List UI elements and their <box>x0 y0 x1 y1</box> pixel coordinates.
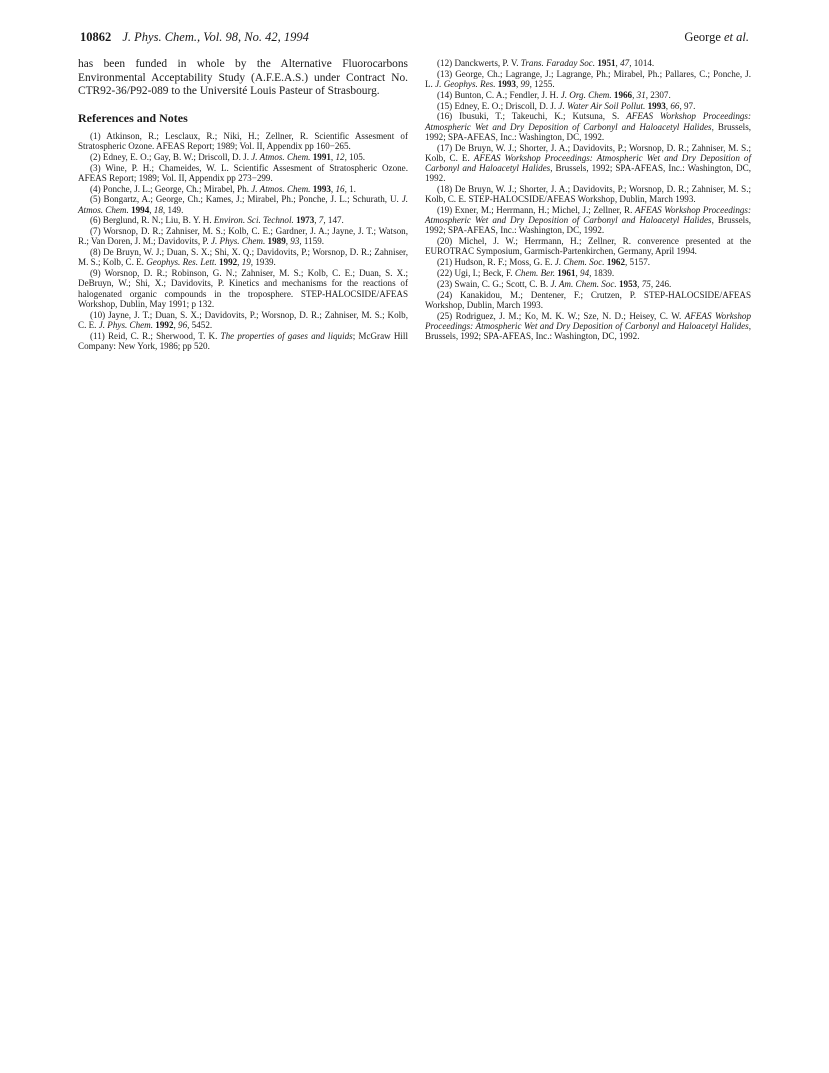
reference-text: , <box>149 204 154 215</box>
reference-text: 75, <box>641 278 654 289</box>
reference-text: , <box>632 89 637 100</box>
reference-number: (8) <box>90 247 101 258</box>
reference-text: , <box>330 151 336 162</box>
reference-text: , <box>237 257 242 268</box>
reference-item <box>425 257 751 267</box>
reference-text: , <box>665 100 671 111</box>
reference-text: 1993 <box>497 79 516 89</box>
reference-text: 1962 <box>606 257 625 268</box>
reference-text: Rodriguez, J. M.; Ko, M. K. W.; Sze, N. D.; Heisey, C. W. <box>455 310 685 321</box>
reference-text: 1939. <box>253 257 276 268</box>
reference-text: Berglund, R. N.; Liu, B. Y. H. <box>102 215 214 226</box>
reference-text: Jayne, J. T.; Duan, S. X.; Davidovits, P.; Worsnop, D. R.; Zahniser, M. S.; Kolb, C. E. <box>78 309 408 330</box>
reference-item <box>78 131 408 151</box>
reference-item <box>78 247 408 267</box>
reference-text: De Bruyn, W. J.; Shorter, J. A.; Davidovits, P.; Worsnop, D. R.; Zahniser, M. S.; Kolb, C. E. STEP-HALOCSIDE/AFEAS Workshop, Dublin, March 1993. <box>425 184 751 205</box>
reference-number: (14) <box>437 89 453 100</box>
reference-number: (1) <box>90 130 101 141</box>
reference-text: Atkinson, R.; Lesclaux, R.; Niki, H.; Zellner, R. Scientific Assesment of Stratospheric Ozone. AFEAS Report; 1989; Vol. II, Appendix pp 160−265. <box>78 130 408 151</box>
reference-number: (13) <box>437 68 453 79</box>
reference-text: 66, <box>670 100 682 111</box>
reference-number: (19) <box>437 205 453 215</box>
reference-text: 1014. <box>631 58 655 68</box>
reference-number: (2) <box>90 151 101 162</box>
reference-text: Wine, P. H.; Chameides, W. L. Scientific Assesment of Stratospheric Ozone. AFEAS Report; 1989; Vol. II, Appendix pp 273−299. <box>78 162 408 183</box>
et-al: et al. <box>724 30 749 44</box>
reference-text: 1993 <box>647 100 666 111</box>
reference-text: 31, <box>636 89 649 100</box>
reference-text: Edney, E. O.; Gay, B. W.; Driscoll, D. J. <box>102 151 252 162</box>
reference-text: J. Am. Chem. Soc. <box>550 278 617 289</box>
reference-text: 1989 <box>267 236 286 247</box>
reference-number: (15) <box>437 100 453 111</box>
reference-number: (16) <box>437 111 453 122</box>
reference-item <box>425 205 751 236</box>
reference-text: 16, <box>335 183 347 194</box>
left-column <box>78 58 408 352</box>
reference-text: De Bruyn, W. J.; Shorter, J. A.; Davidovits, P.; Worsnop, D. R.; Zahniser, M. S.; Kolb, C. E. <box>425 142 751 163</box>
reference-text: 2307. <box>648 89 671 100</box>
reference-text: J. Org. Chem. <box>560 89 612 100</box>
author-name: George <box>684 30 721 44</box>
reference-text: 94, <box>580 268 592 278</box>
journal-citation: J. Phys. Chem., Vol. 98, No. 42, 1994 <box>122 30 309 44</box>
reference-item <box>425 184 751 204</box>
reference-list-right <box>425 58 751 341</box>
reference-number: (9) <box>90 268 101 279</box>
reference-text: Ponche, J. L.; George, Ch.; Mirabel, Ph. <box>102 183 252 194</box>
reference-text: 1951 <box>597 58 616 68</box>
reference-text: 149. <box>165 204 184 215</box>
reference-text: J. Geophys. Res. <box>435 79 496 89</box>
reference-text: Danckwerts, P. V. <box>454 58 521 68</box>
reference-text: Environ. Sci. Technol. <box>213 215 294 226</box>
reference-text: 93, <box>290 236 302 247</box>
reference-item <box>78 152 408 162</box>
reference-number: (11) <box>90 330 105 341</box>
reference-text: Trans. Faraday Soc. <box>520 58 596 68</box>
reference-number: (7) <box>90 226 101 237</box>
running-authors <box>684 30 749 45</box>
reference-item <box>425 90 751 100</box>
reference-text: AFEAS Workshop Proceedings: Atmospheric Wet and Dry Deposition of Carbonyl and Haloacetyl Halides <box>425 111 751 132</box>
reference-text: , <box>173 319 179 330</box>
reference-text: , Brussels, 1992; SPA-AFEAS, Inc.: Washington, DC, 1992. <box>425 163 751 184</box>
reference-text: , <box>615 58 621 68</box>
reference-item <box>78 194 408 214</box>
reference-text: 1. <box>346 183 356 194</box>
reference-text: Exner, M.; Herrmann, H.; Michel, J.; Zellner, R. <box>454 205 635 215</box>
reference-text: , <box>575 268 581 278</box>
reference-number: (3) <box>90 162 101 173</box>
reference-number: (21) <box>437 257 453 268</box>
reference-text: , <box>637 278 642 289</box>
reference-text: 1973 <box>296 215 315 226</box>
reference-text: 1992 <box>155 319 174 330</box>
reference-text: J. Phys. Chem. <box>98 319 154 330</box>
reference-number: (4) <box>90 183 101 194</box>
reference-text: Worsnop, D. R.; Robinson, G. N.; Zahniser, M. S.; Kolb, C. E.; Duan, S. X.; DeBruyn, W.; Shi, X.; Davidovits, P. Kinetics and mechanisms for the reactions of halogenated organic compounds in the troposphere. STEP-HALOCSIDE/AFEAS Workshop, Dublin, May 1991; p 132. <box>78 268 409 309</box>
reference-number: (25) <box>437 310 453 321</box>
reference-text: Worsnop, D. R.; Zahniser, M. S.; Kolb, C. E.; Gardner, J. A.; Jayne, J. T.; Watson, R.; Van Doren, J. M.; Davidovits, P. <box>78 226 408 247</box>
reference-text: , <box>285 236 291 247</box>
reference-text: Bunton, C. A.; Fendler, J. H. <box>454 89 561 100</box>
reference-item <box>425 311 751 342</box>
reference-text: , 5157. <box>625 257 651 268</box>
reference-text: AFEAS Workshop Proceedings: Atmospheric Wet and Dry Deposition of Carbonyl and Haloacetyl Halides <box>425 152 751 173</box>
reference-text: 1994 <box>131 204 150 215</box>
reference-text: Reid, C. R.; Sherwood, T. K. <box>107 330 221 341</box>
reference-text: AFEAS Workshop Proceedings: Atmospheric Wet and Dry Deposition of Carbonyl and Haloacetyl Halides <box>425 310 751 331</box>
reference-item <box>78 215 408 225</box>
reference-item <box>425 101 751 111</box>
reference-text: 246. <box>653 278 672 289</box>
reference-number: (22) <box>437 268 453 278</box>
reference-text: 1159. <box>301 236 325 247</box>
reference-number: (24) <box>437 289 453 300</box>
reference-list-left <box>78 131 408 351</box>
reference-text: J. Water Air Soil Pollut. <box>558 100 646 111</box>
reference-text: 1255. <box>531 79 555 89</box>
acknowledgment-text: has been funded in whole by the Alternative Fluorocarbons Environmental Acceptability Study (A.F.E.A.S.) under Contract No. CTR92-36/P92-089 to the Université Louis Pasteur of Strasbourg. <box>78 58 408 98</box>
reference-text: George, Ch.; Lagrange, J.; Lagrange, Ph.; Mirabel, Ph.; Pallares, C.; Ponche, J. L. <box>425 68 751 89</box>
reference-item <box>425 143 751 184</box>
reference-text: Swain, C. G.; Scott, C. B. <box>454 278 551 289</box>
reference-text: ; McGraw Hill Company: New York, 1986; pp 520. <box>78 330 408 351</box>
reference-text: Hudson, R. F.; Moss, G. E. <box>454 257 555 268</box>
reference-text: Bongartz, A.; George, Ch.; Kames, J.; Mirabel, Ph.; Ponche, J. L.; Schurath, U. <box>103 194 402 205</box>
reference-text: AFEAS Workshop Proceedings: Atmospheric Wet and Dry Deposition of Carbonyl and Haloacetyl Halides <box>425 205 751 226</box>
reference-text: 1993 <box>312 183 331 194</box>
reference-item <box>78 226 408 246</box>
page-number: 10862 <box>80 30 112 44</box>
right-column <box>425 58 751 342</box>
reference-text: Michel, J. W.; Herrmann, H.; Zellner, R. converence presented at the EUROTRAC Symposium, Garmisch-Partenkirchen, Germany, April 1994. <box>425 236 751 257</box>
reference-text: Ugi, I.; Beck, F. <box>454 268 515 278</box>
reference-text: 1992 <box>218 257 238 268</box>
reference-text: 47, <box>620 58 632 68</box>
reference-text: Edney, E. O.; Driscoll, D. J. <box>454 100 559 111</box>
reference-text: 7, <box>318 215 326 226</box>
reference-number: (10) <box>90 309 106 320</box>
reference-text: De Bruyn, W. J.; Duan, S. X.; Shi, X. Q.; Davidovits, P.; Worsnop, D. R.; Zahniser, M. S.; Kolb, C. E. <box>78 247 408 268</box>
reference-text: The properties of gases and liquids <box>220 330 353 341</box>
reference-text: , <box>330 183 336 194</box>
reference-number: (20) <box>437 236 453 247</box>
reference-item <box>425 268 751 278</box>
page-header <box>80 30 749 48</box>
reference-text: 147. <box>325 215 344 226</box>
reference-text: 1966 <box>613 89 633 100</box>
reference-text: J. Atmos. Chem. <box>251 183 311 194</box>
reference-item <box>78 184 408 194</box>
reference-number: (12) <box>437 58 453 68</box>
reference-text: , Brussels, 1992; SPA-AFEAS, Inc.: Washington, DC, 1992. <box>425 215 752 236</box>
reference-item <box>425 111 751 142</box>
reference-number: (23) <box>437 278 453 289</box>
reference-text: Kanakidou, M.; Dentener, F.; Crutzen, P. STEP-HALOCSIDE/AFEAS Workshop, Dublin, March 1993. <box>425 289 752 310</box>
reference-text: 96, <box>178 319 190 330</box>
reference-item <box>425 290 751 310</box>
reference-item <box>78 331 408 351</box>
reference-text: J. Atmos. Chem. <box>78 194 408 215</box>
reference-text: 105. <box>346 151 366 162</box>
reference-item <box>78 268 408 309</box>
reference-number: (5) <box>90 194 101 205</box>
reference-item <box>425 69 751 89</box>
reference-text: 12, <box>335 151 347 162</box>
reference-text: 97. <box>681 100 696 111</box>
reference-text: 1961 <box>557 268 576 278</box>
reference-text: Chem. Ber. <box>514 268 556 278</box>
reference-text: J. Phys. Chem. <box>210 236 266 247</box>
references-heading: References and Notes <box>78 110 188 125</box>
reference-text: 19, <box>241 257 254 268</box>
reference-text: Geophys. Res. Lett. <box>146 257 217 268</box>
reference-number: (6) <box>90 215 101 226</box>
reference-text: , Brussels, 1992; SPA-AFEAS, Inc.: Washington, DC, 1992. <box>425 320 751 341</box>
reference-item <box>425 279 751 289</box>
reference-item <box>425 236 751 256</box>
reference-item <box>78 163 408 183</box>
reference-number: (17) <box>437 142 453 153</box>
reference-item <box>78 310 408 330</box>
reference-text: 1991 <box>312 151 331 162</box>
reference-text: 18, <box>153 204 166 215</box>
reference-text: 99, <box>520 79 532 89</box>
reference-item <box>425 58 751 68</box>
reference-text: J. Chem. Soc. <box>554 257 605 268</box>
reference-text: 1839. <box>591 268 615 278</box>
reference-text: , Brussels, 1992; SPA-AFEAS, Inc.: Washington, DC, 1992. <box>425 121 752 142</box>
reference-text: Ibusuki, T.; Takeuchi, K.; Kutsuna, S. <box>459 111 627 122</box>
reference-text: , <box>515 79 521 89</box>
reference-text: , <box>314 215 319 226</box>
reference-text: 1953 <box>618 278 638 289</box>
reference-text: J. Atmos. Chem. <box>251 151 311 162</box>
reference-number: (18) <box>437 184 453 194</box>
reference-text: 5452. <box>189 319 213 330</box>
